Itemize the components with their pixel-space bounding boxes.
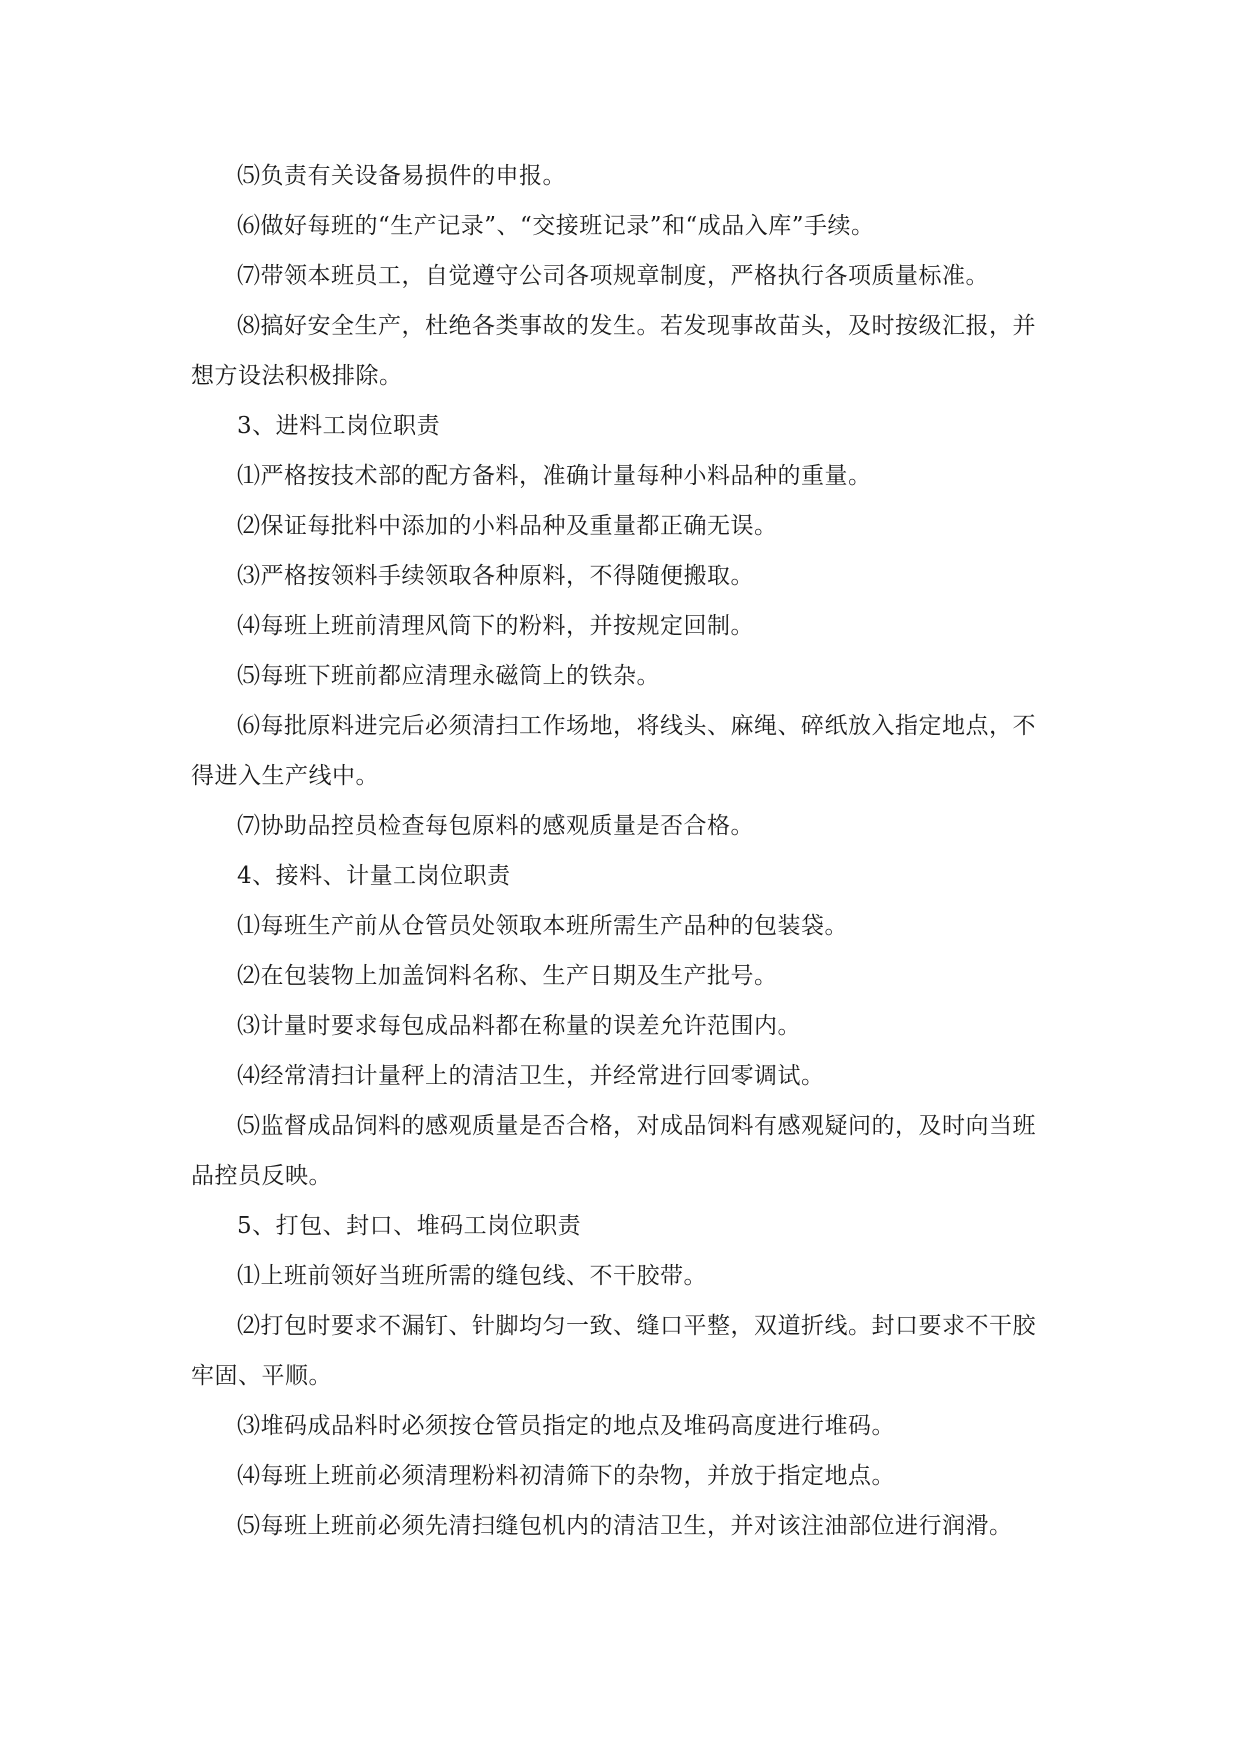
paragraph-feeding-5: ⑸每班下班前都应清理永磁筒上的铁杂。	[237, 663, 660, 689]
paragraph-feeding-6: ⑹每批原料进完后必须清扫工作场地，将线头、麻绳、碎纸放入指定地点，不得进入生产线中。	[191, 713, 1036, 789]
document-body	[191, 157, 1051, 1557]
paragraph-packing-3: ⑶堆码成品料时必须按仓管员指定的地点及堆码高度进行堆码。	[237, 1413, 895, 1439]
paragraph-packing-2: ⑵打包时要求不漏钉、针脚均匀一致、缝口平整，双道折线。封口要求不干胶牢固、平顺。	[191, 1313, 1036, 1389]
paragraph-packing-5: ⑸每班上班前必须先清扫缝包机内的清洁卫生，并对该注油部位进行润滑。	[237, 1513, 1013, 1539]
paragraph-packing-4: ⑷每班上班前必须清理粉料初清筛下的杂物，并放于指定地点。	[237, 1463, 895, 1489]
section-heading-receiving-weighing: 4、接料、计量工岗位职责	[237, 863, 511, 889]
paragraph-item-8-safety: ⑻搞好安全生产，杜绝各类事故的发生。若发现事故苗头，及时按级汇报，并想方设法积极排除。	[191, 313, 1036, 389]
paragraph-item-5-spare-parts: ⑸负责有关设备易损件的申报。	[237, 163, 566, 189]
paragraph-receiving-1: ⑴每班生产前从仓管员处领取本班所需生产品种的包装袋。	[237, 913, 848, 939]
section-heading-feeding-worker: 3、进料工岗位职责	[237, 413, 441, 439]
paragraph-feeding-4: ⑷每班上班前清理风筒下的粉料，并按规定回制。	[237, 613, 754, 639]
paragraph-feeding-7: ⑺协助品控员检查每包原料的感观质量是否合格。	[237, 813, 754, 839]
paragraph-item-6-shift-records: ⑹做好每班的“生产记录”、“交接班记录”和“成品入库”手续。	[237, 213, 875, 239]
paragraph-packing-1: ⑴上班前领好当班所需的缝包线、不干胶带。	[237, 1263, 707, 1289]
paragraph-receiving-2: ⑵在包装物上加盖饲料名称、生产日期及生产批号。	[237, 963, 778, 989]
paragraph-feeding-1: ⑴严格按技术部的配方备料，准确计量每种小料品种的重量。	[237, 463, 872, 489]
paragraph-receiving-3: ⑶计量时要求每包成品料都在称量的误差允许范围内。	[237, 1013, 801, 1039]
paragraph-feeding-3: ⑶严格按领料手续领取各种原料，不得随便搬取。	[237, 563, 754, 589]
paragraph-receiving-4: ⑷经常清扫计量秤上的清洁卫生，并经常进行回零调试。	[237, 1063, 825, 1089]
paragraph-feeding-2: ⑵保证每批料中添加的小料品种及重量都正确无误。	[237, 513, 778, 539]
section-heading-packing-stacking: 5、打包、封口、堆码工岗位职责	[237, 1213, 582, 1239]
paragraph-item-7-lead-staff: ⑺带领本班员工，自觉遵守公司各项规章制度，严格执行各项质量标准。	[237, 263, 989, 289]
paragraph-receiving-5: ⑸监督成品饲料的感观质量是否合格，对成品饲料有感观疑问的，及时向当班品控员反映。	[191, 1113, 1036, 1189]
